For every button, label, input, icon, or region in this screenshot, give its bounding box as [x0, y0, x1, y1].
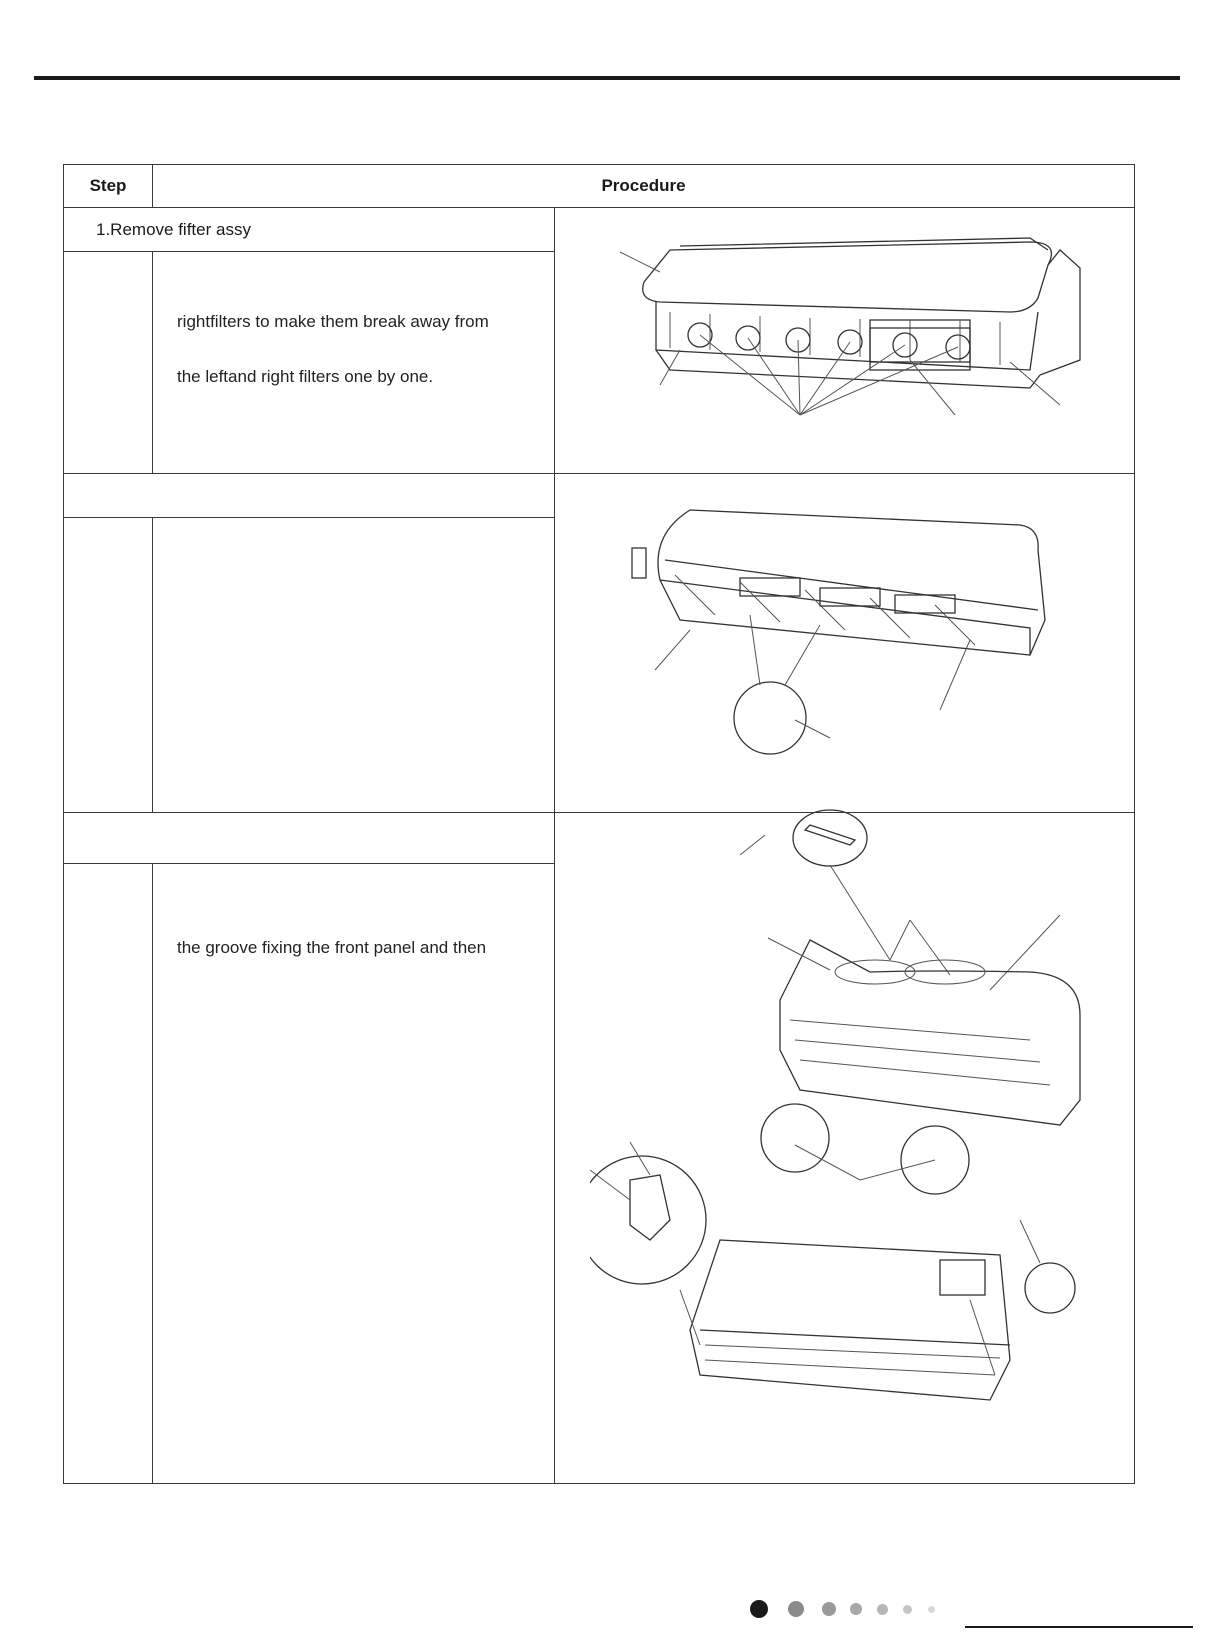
- page-dot-5: [877, 1604, 888, 1615]
- section-1-line-2: the leftand right filters one by one.: [177, 367, 434, 386]
- section-1-title-text: 1.Remove fifter assy: [96, 219, 251, 239]
- section-3-title: [63, 812, 555, 864]
- page-dot-2: [788, 1601, 804, 1617]
- vane-removal-illustration: [620, 470, 1090, 780]
- section-3-line-1: the groove fixing the front panel and then: [177, 938, 487, 957]
- page-indicator: [750, 1600, 950, 1630]
- section-1-step-cell: [63, 251, 153, 474]
- header-rule: [34, 76, 1180, 80]
- section-2-title: [63, 473, 555, 518]
- section-2-step-cell: [63, 517, 153, 813]
- front-panel-removal-illustration: [590, 800, 1120, 1440]
- procedure-header: [152, 164, 1135, 208]
- section-1-line-1: rightfilters to make them break away from: [177, 312, 489, 331]
- step-header: [63, 164, 153, 208]
- page-dot-6: [903, 1605, 912, 1614]
- page-dot-1: [750, 1600, 768, 1618]
- section-1-title: [63, 207, 555, 252]
- section-2-text-cell: [152, 517, 555, 813]
- page-dot-3: [822, 1602, 836, 1616]
- page-dot-4: [850, 1603, 862, 1615]
- page-dot-7: [928, 1606, 935, 1613]
- footer-rule: [965, 1626, 1193, 1628]
- section-3-step-cell: [63, 863, 153, 1484]
- step-header-label: Step: [89, 176, 127, 195]
- section-1-text-cell: [152, 251, 555, 474]
- procedure-header-label: Procedure: [601, 176, 686, 195]
- filter-removal-illustration: [560, 220, 1100, 430]
